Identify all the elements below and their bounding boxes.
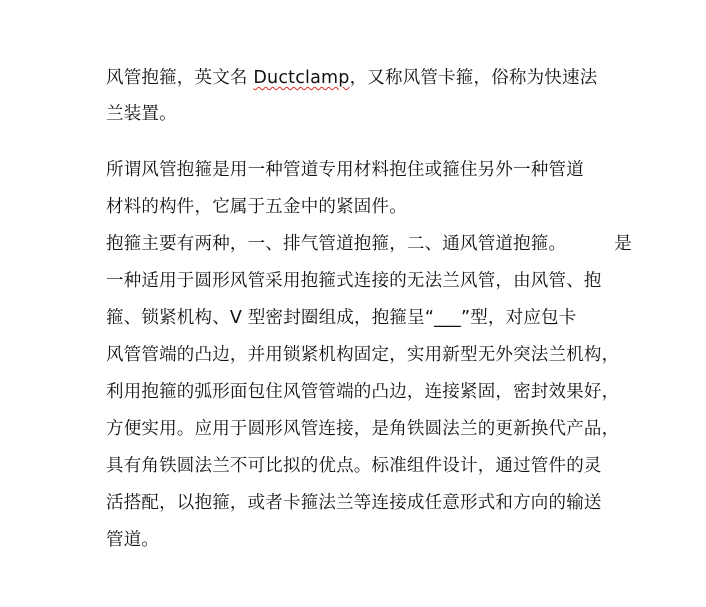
text-line: 一种适用于圆形风管采用抱箍式连接的无法兰风管，由风管、抱 <box>106 271 602 291</box>
text-line: 方便实用。应用于圆形风管连接，是角铁圆法兰的更新换代产品， <box>106 419 620 439</box>
text-segment: 风管抱箍，英文名 <box>106 68 254 88</box>
text-segment: 抱箍主要有两种，一、排气管道抱箍，二、通风管道抱箍。 <box>106 234 567 254</box>
text-segment: 是 <box>614 234 632 254</box>
text-line <box>106 233 632 255</box>
text-line <box>106 67 606 89</box>
misspelled-word[interactable]: Ductclamp <box>253 68 350 88</box>
text-line: 箍、锁紧机构、V 型密封圈组成，抱箍呈“___”型，对应包卡 <box>106 308 577 328</box>
text-line: 所谓风管抱箍是用一种管道专用材料抱住或箍住另外一种管道 <box>106 160 584 180</box>
text-segment: ，又称风管卡箍，俗称为快速法 <box>349 68 598 88</box>
text-line: 活搭配，以抱箍，或者卡箍法兰等连接成任意形式和方向的输送 <box>106 493 602 513</box>
text-line: 具有角铁圆法兰不可比拟的优点。标准组件设计，通过管件的灵 <box>106 456 602 476</box>
text-line: 材料的构件，它属于五金中的紧固件。 <box>106 197 407 217</box>
text-line: 兰装置。 <box>106 104 177 124</box>
text-line: 管道。 <box>106 530 160 550</box>
text-line: 风管管端的凸边，并用锁紧机构固定，实用新型无外突法兰机构， <box>106 345 620 365</box>
text-line: 利用抱箍的弧形面包住风管管端的凸边，连接紧固，密封效果好， <box>106 382 620 402</box>
